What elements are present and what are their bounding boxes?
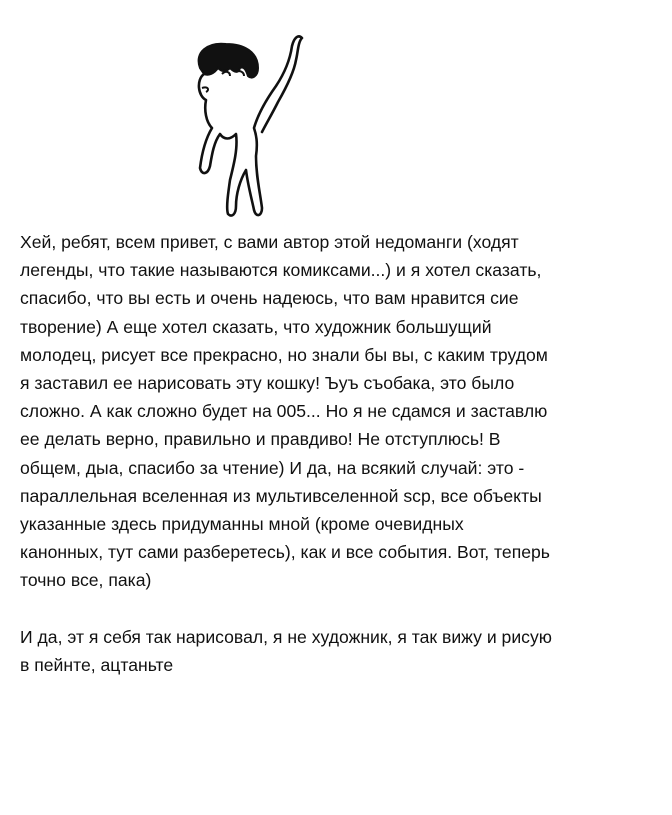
- doodle-nose: [202, 87, 208, 92]
- doodle-eyes: [222, 71, 244, 76]
- text-line: точно все, пака): [20, 570, 152, 591]
- text-line: параллельная вселенная из мультивселенной scp, все объекты: [20, 485, 542, 506]
- paragraph-gap: [20, 595, 660, 623]
- text-line: молодец, рисует все прекрасно, но знали бы вы, с каким трудом: [20, 344, 548, 365]
- text-line: спасибо, что вы есть и очень надеюсь, что вам нравится сие: [20, 288, 519, 309]
- text-line: канонных, тут сами разберетесь), как и все события. Вот, теперь: [20, 542, 550, 563]
- text-line: легенды, что такие называются комиксами...) и я хотел сказать,: [20, 260, 542, 281]
- author-note: [20, 228, 660, 679]
- text-line: указанные здесь придуманны мной (кроме очевидных: [20, 514, 464, 535]
- text-line: общем, дыа, спасибо за чтение) И да, на всякий случай: это -: [20, 457, 525, 478]
- text-line: И да, эт я себя так нарисовал, я не художник, я так вижу и рисую: [20, 626, 552, 647]
- text-line: Хей, ребят, всем привет, с вами автор этой недоманги (ходят: [20, 232, 519, 252]
- text-line: творение) А еще хотел сказать, что художник большущий: [20, 316, 492, 337]
- stick-figure-doodle: [186, 30, 316, 220]
- text-line: в пейнте, ацтаньте: [20, 655, 174, 676]
- text-line: сложно. А как сложно будет на 005... Но я не сдамся и заставлю: [20, 401, 548, 422]
- text-line: ее делать верно, правильно и правдиво! Не отступлюсь! В: [20, 429, 501, 450]
- text-line: я заставил ее нарисовать эту кошку! Ъуъ съобака, это было: [20, 373, 515, 394]
